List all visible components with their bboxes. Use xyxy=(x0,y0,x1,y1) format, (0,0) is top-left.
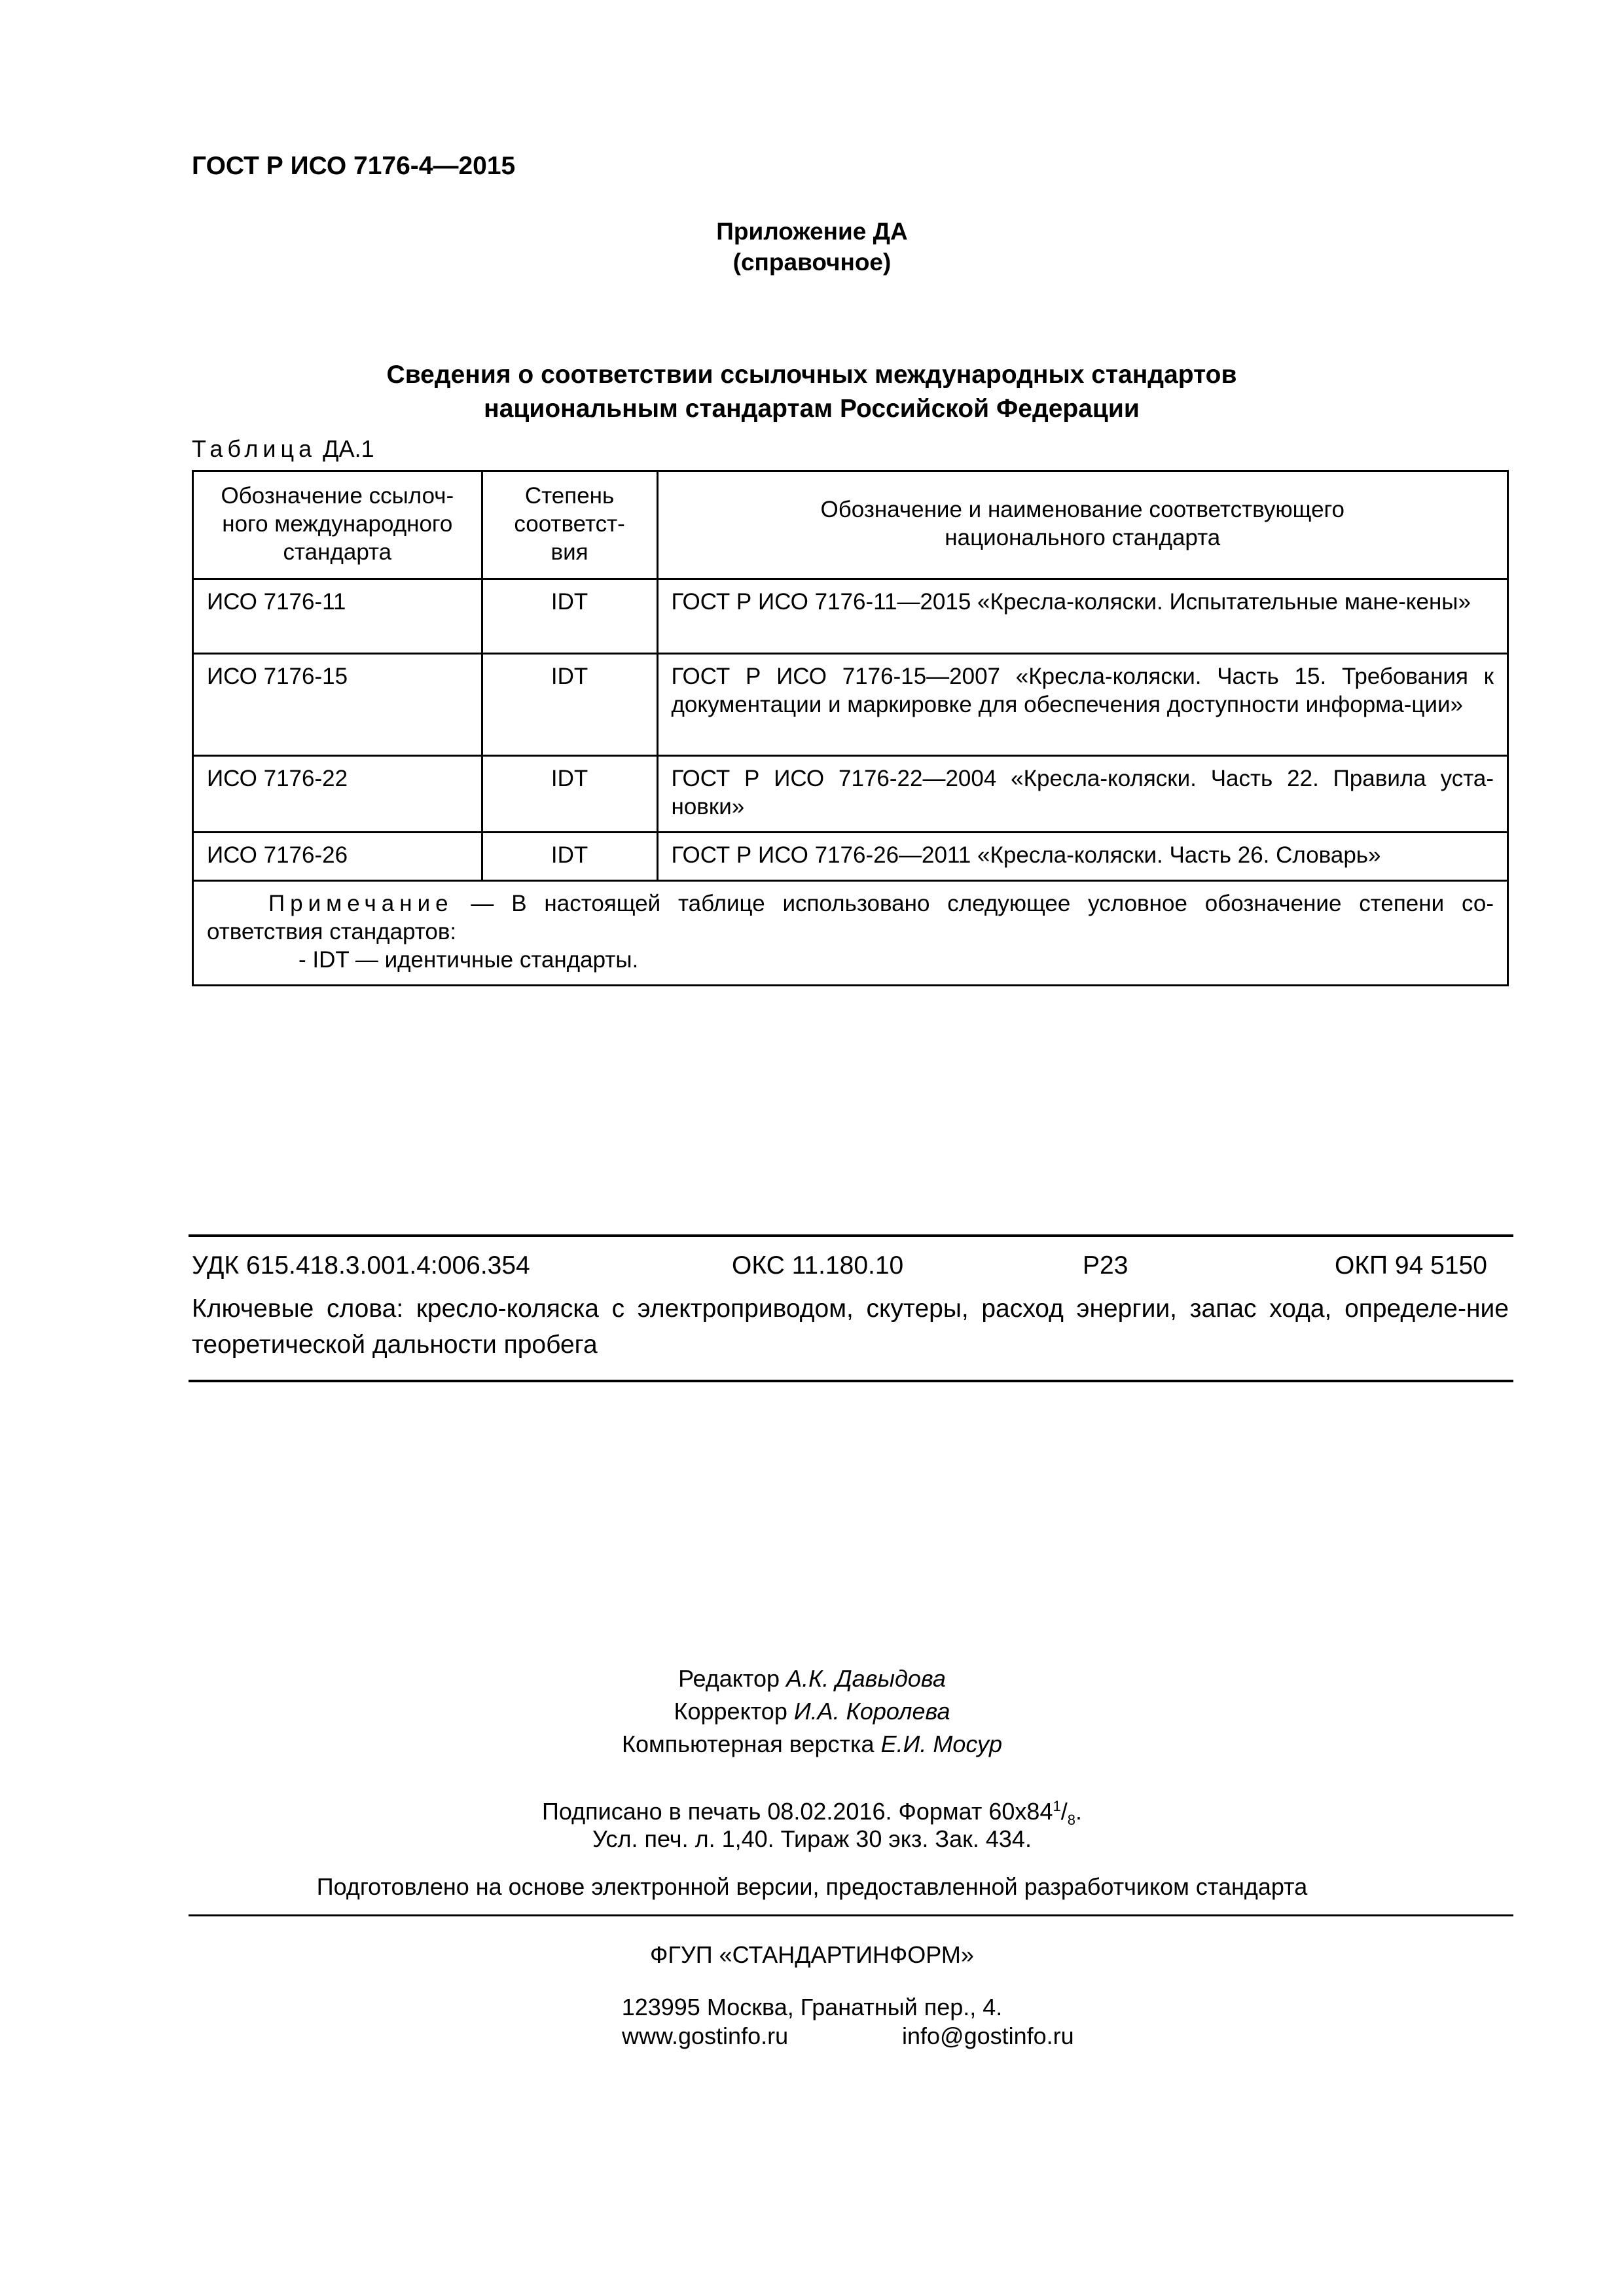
header-reference-standard xyxy=(193,471,482,579)
layout-label: Компьютерная верстка xyxy=(622,1731,875,1757)
divider-top xyxy=(189,1234,1513,1237)
table-note-row xyxy=(193,881,1508,986)
keywords: Ключевые слова: кресло-коляска с электроприводом, скутеры, расход энергии, запас хода, определе-ние теоретической дальности пробега xyxy=(192,1295,1509,1359)
cell-national: ГОСТ Р ИСО 7176-22—2004 «Кресла-коляски. Часть 22. Правила уста-новки» xyxy=(657,756,1508,833)
header-degree-line1: Степень xyxy=(524,482,615,509)
cell-national: ГОСТ Р ИСО 7176-26—2011 «Кресла-коляски. Часть 26. Словарь» xyxy=(657,833,1508,881)
prepared-note: Подготовлено на основе электронной версии, предоставленной разработчиком стандарта xyxy=(316,1873,1308,1900)
cell-degree: IDT xyxy=(482,579,657,654)
header-reference-line1: Обозначение ссылоч- xyxy=(221,482,454,509)
appendix-title: Приложение ДА xyxy=(716,218,908,245)
editor-label: Редактор xyxy=(678,1665,780,1692)
header-degree-line3: вия xyxy=(550,539,588,565)
table-header-row xyxy=(193,471,1508,579)
website-link[interactable]: www.gostinfo.ru xyxy=(622,2022,789,2049)
signed-line: Подписано в печать 08.02.2016. Формат $60x84^1/_8$. xyxy=(542,1798,1082,1829)
header-national-line2: национального стандарта xyxy=(945,525,1221,550)
table-caption xyxy=(192,435,374,463)
cell-national: ГОСТ Р ИСО 7176-11—2015 «Кресла-коляски. Испытательные мане-кены» xyxy=(657,579,1508,654)
note-label: Примечание xyxy=(268,891,454,916)
cell-degree: IDT xyxy=(482,756,657,833)
cell-national: ГОСТ Р ИСО 7176-15—2007 «Кресла-коляски. Часть 15. Требования к документации и маркировке для обеспечения доступности информа-ции» xyxy=(657,654,1508,756)
header-reference-line2: ного международного xyxy=(222,511,453,537)
cell-reference: ИСО 7176-22 xyxy=(193,756,482,833)
layout-line xyxy=(0,1728,1624,1761)
cell-reference: ИСО 7176-26 xyxy=(193,833,482,881)
header-national-standard xyxy=(657,471,1508,579)
print-info: Усл. печ. л. 1,40. Тираж 30 экз. Зак. 434. xyxy=(592,1825,1032,1852)
email-link[interactable]: info@gostinfo.ru xyxy=(902,2022,1074,2049)
corrector-label: Корректор xyxy=(674,1698,787,1725)
editor-line xyxy=(0,1662,1624,1695)
format-denominator: 8 xyxy=(1067,1812,1075,1829)
cell-reference: ИСО 7176-11 xyxy=(193,579,482,654)
address: 123995 Москва, Гранатный пер., 4. xyxy=(621,1994,1003,2020)
publisher: ФГУП «СТАНДАРТИНФОРМ» xyxy=(650,1941,974,1968)
divider-keywords xyxy=(189,1380,1513,1382)
section-title-line1: Сведения о соответствии ссылочных международных стандартов xyxy=(386,361,1237,389)
appendix-subtitle: (справочное) xyxy=(732,249,892,276)
header-national-line1: Обозначение и наименование соответствующего xyxy=(820,497,1345,522)
standards-table xyxy=(192,470,1509,986)
table-row xyxy=(193,833,1508,881)
cell-reference: ИСО 7176-15 xyxy=(193,654,482,756)
note-item: - IDT — идентичные стандарты. xyxy=(298,947,639,973)
editor-name: А.К. Давыдова xyxy=(786,1665,946,1692)
cell-degree: IDT xyxy=(482,654,657,756)
cell-degree: IDT xyxy=(482,833,657,881)
signed-text: Подписано в печать 08.02.2016. Формат 60x84 xyxy=(542,1798,1053,1825)
divider-publisher xyxy=(189,1914,1513,1916)
format-numerator: 1 xyxy=(1053,1798,1061,1814)
header-degree-line2: соответст- xyxy=(514,511,625,537)
table-row xyxy=(193,579,1508,654)
section-title-line2: национальным стандартам Российской Федерации xyxy=(484,395,1140,423)
table-row xyxy=(193,756,1508,833)
header-reference-line3: стандарта xyxy=(283,539,392,565)
header-degree xyxy=(482,471,657,579)
table-caption-word: Таблица xyxy=(192,435,317,462)
document-code: ГОСТ Р ИСО 7176-4—2015 xyxy=(192,152,516,180)
corrector-line xyxy=(0,1695,1624,1728)
oks-code: ОКС 11.180.10 xyxy=(732,1251,904,1280)
udk-code: УДК 615.418.3.001.4:006.354 xyxy=(192,1251,530,1280)
note-text: — В настоящей таблице использовано следующее условное обозначение степени со-ответствия стандартов: xyxy=(207,891,1494,944)
layout-name: Е.И. Мосур xyxy=(880,1731,1002,1757)
r-code: Р23 xyxy=(1083,1251,1128,1280)
table-note xyxy=(193,881,1508,986)
table-caption-number: ДА.1 xyxy=(323,435,374,462)
corrector-name: И.А. Королева xyxy=(793,1698,950,1725)
okp-code: ОКП 94 5150 xyxy=(1335,1251,1487,1280)
table-row xyxy=(193,654,1508,756)
